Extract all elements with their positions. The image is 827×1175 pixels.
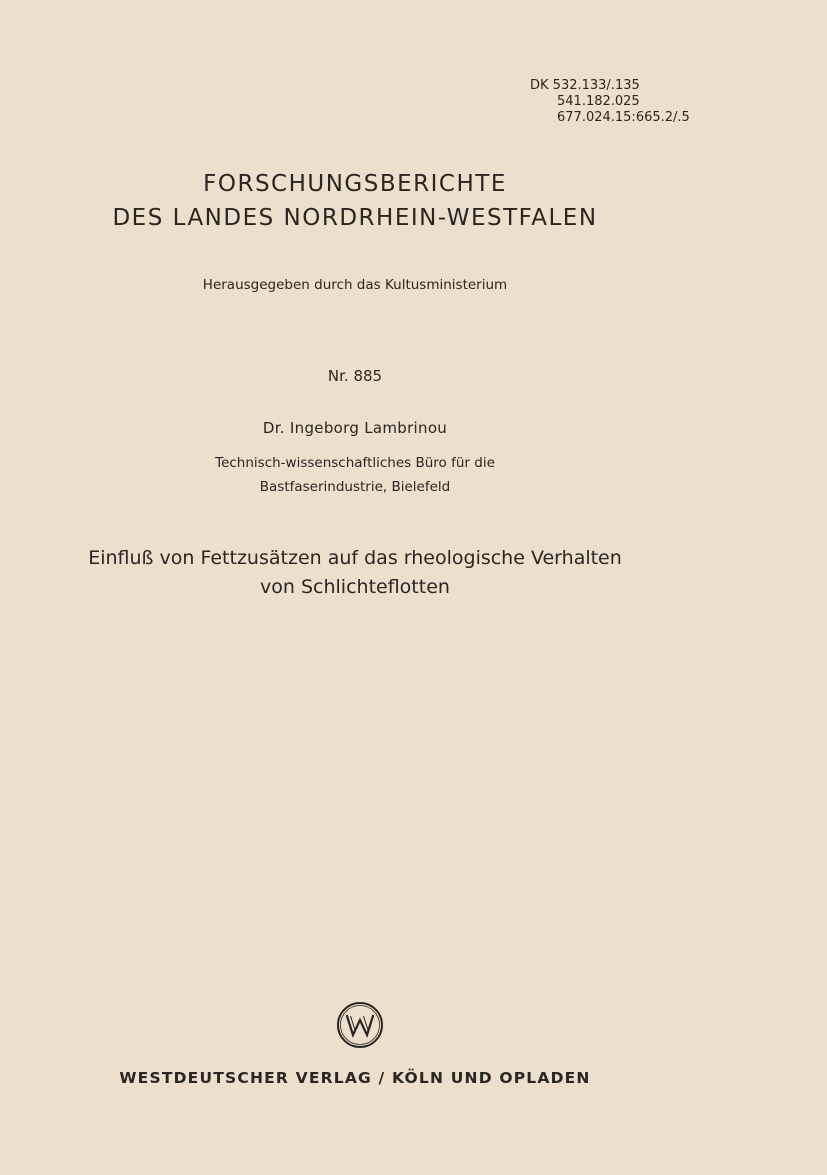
- series-number: Nr. 885: [327, 367, 383, 385]
- series-title-line-1: FORSCHUNGSBERICHTE: [203, 171, 507, 197]
- classification-line-1: DK 532.133/.135: [530, 78, 640, 93]
- work-title: [0, 544, 710, 602]
- work-title-line-1: Einfluß von Fettzusätzen auf das rheologische Verhalten: [88, 547, 622, 569]
- series-title: [0, 167, 710, 235]
- classification-line-3: 677.024.15:665.2/.5: [557, 110, 690, 125]
- affiliation-line-2: Bastfaserindustrie, Bielefeld: [259, 479, 451, 495]
- publisher-imprint: WESTDEUTSCHER VERLAG / KÖLN UND OPLADEN: [119, 1069, 591, 1087]
- affiliation-line-1: Technisch-wissenschaftliches Büro für die: [215, 455, 495, 471]
- work-title-line-2: von Schlichteflotten: [260, 576, 450, 598]
- classification-line-2: 541.182.025: [557, 94, 640, 109]
- series-title-line-2: DES LANDES NORDRHEIN-WESTFALEN: [112, 205, 598, 231]
- issued-by-line: Herausgegeben durch das Kultusministerium: [202, 277, 508, 293]
- author-name: Dr. Ingeborg Lambrinou: [262, 419, 448, 437]
- author-affiliation: [0, 451, 710, 499]
- westdeutscher-verlag-w-logo-icon: [335, 1000, 385, 1050]
- classification-codes: [530, 78, 690, 126]
